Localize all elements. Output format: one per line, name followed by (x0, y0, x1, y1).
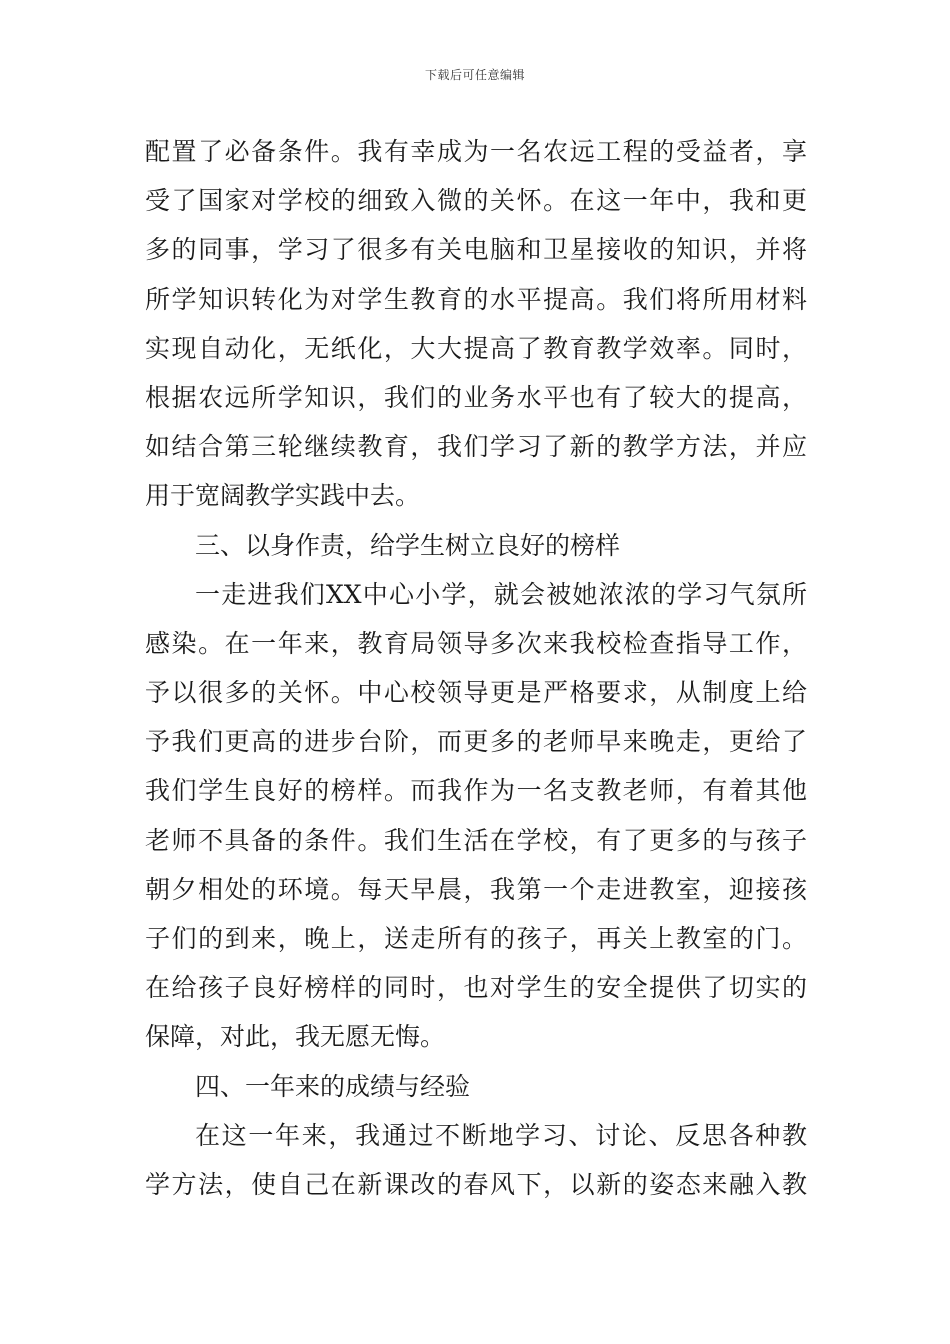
text-line: 予以很多的关怀。中心校领导更是严格要求，从制度上给 (145, 678, 807, 708)
text-line: 感染。在一年来，教育局领导多次来我校检查指导工作， (145, 628, 807, 658)
text-line: 予我们更高的进步台阶，而更多的老师早来晚走，更给了 (145, 727, 807, 757)
text-line: 三、以身作责，给学生树立良好的榜样 (195, 530, 621, 560)
text-line: 根据农远所学知识，我们的业务水平也有了较大的提高， (145, 382, 807, 412)
text-line: 四、一年来的成绩与经验 (195, 1071, 471, 1101)
text-line: 受了国家对学校的细致入微的关怀。在这一年中，我和更 (145, 186, 807, 216)
header-note: 下载后可任意编辑 (424, 68, 525, 82)
text-line: 老师不具备的条件。我们生活在学校，有了更多的与孩子 (145, 825, 807, 855)
text-line: 如结合第三轮继续教育，我们学习了新的教学方法，并应 (145, 432, 807, 462)
text-line: 在给孩子良好榜样的同时，也对学生的安全提供了切实的 (145, 973, 807, 1003)
text-line: 朝夕相处的环境。每天早晨，我第一个走进教室，迎接孩 (145, 874, 807, 904)
text-line: 学方法，使自己在新课改的春风下，以新的姿态来融入教 (145, 1169, 807, 1199)
text-line: 所学知识转化为对学生教育的水平提高。我们将所用材料 (145, 284, 807, 314)
text-line: 保障，对此，我无愿无悔。 (145, 1022, 446, 1052)
text-line: 在这一年来，我通过不断地学习、讨论、反思各种教 (195, 1120, 807, 1150)
document-body (145, 127, 807, 1209)
text-line: 我们学生良好的榜样。而我作为一名支教老师，有着其他 (145, 776, 807, 806)
text-line: 实现自动化，无纸化，大大提高了教育教学效率。同时， (145, 333, 807, 363)
text-line: 子们的到来，晚上，送走所有的孩子，再关上教室的门。 (145, 924, 807, 953)
text-line: 一走进我们XX中心小学，就会被她浓浓的学习气氛所 (195, 579, 807, 609)
text-line: 多的同事，学习了很多有关电脑和卫星接收的知识，并将 (145, 235, 807, 265)
text-line: 配置了必备条件。我有幸成为一名农远工程的受益者，享 (145, 137, 807, 166)
text-line: 用于宽阔教学实践中去。 (145, 481, 421, 511)
